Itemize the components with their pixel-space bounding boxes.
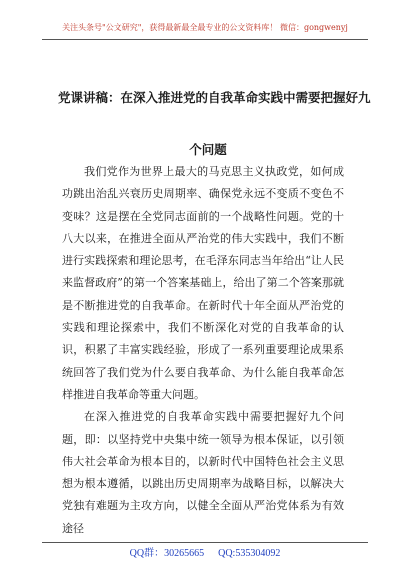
- title-line-1: 党课讲稿：在深入推进党的自我革命实践中需要把握好九: [58, 90, 371, 105]
- footer-divider: [42, 542, 368, 543]
- body-paragraph-1: 我们党作为世界上最大的马克思主义执政党，如何成功跳出治乱兴衰历史周期率、确保党永远不变质不变色不变味？这是摆在全党同志面前的一个战略性问题。党的十八大以来，在推进全面从严治党的伟大实践中，我们不断进行实践探索和理论思考，在毛泽东同志当年给出“让人民来监督政府”的第一个答案基础上，给出了第二个答案那就是不断推进党的自我革命。在新时代十年全面从严治党的实践和理论探索中，我们不断深化对党的自我革命的认识，积累了丰富实践经验，形成了一系列重要理论成果系统回答了我们党为什么要自我革命、为什么能自我革命怎样推进自我革命等重大问题。: [62, 165, 344, 401]
- document-body: [62, 161, 344, 540]
- footer-qq-group: QQ群：30265665: [129, 548, 205, 559]
- header-divider: [42, 39, 368, 40]
- title-line-2: 个问题: [189, 142, 227, 157]
- body-paragraph-2: 在深入推进党的自我革命实践中需要把握好九个问题，即：以坚持党中央集中统一领导为根本保证，以引领伟大社会革命为根本目的，以新时代中国特色社会主义思想为根本遵循，以跳出历史周期率为战略目标，以解决大党独有难题为主攻方向，以健全全面从严治党体系为有效途径: [62, 410, 344, 535]
- header-notice: 关注头条号"公文研究"，获得最新最全最专业的公文资料库！ 微信：gongwenyj: [62, 23, 348, 32]
- footer-contact: [40, 544, 370, 559]
- footer-qq: QQ:535304092: [218, 548, 281, 559]
